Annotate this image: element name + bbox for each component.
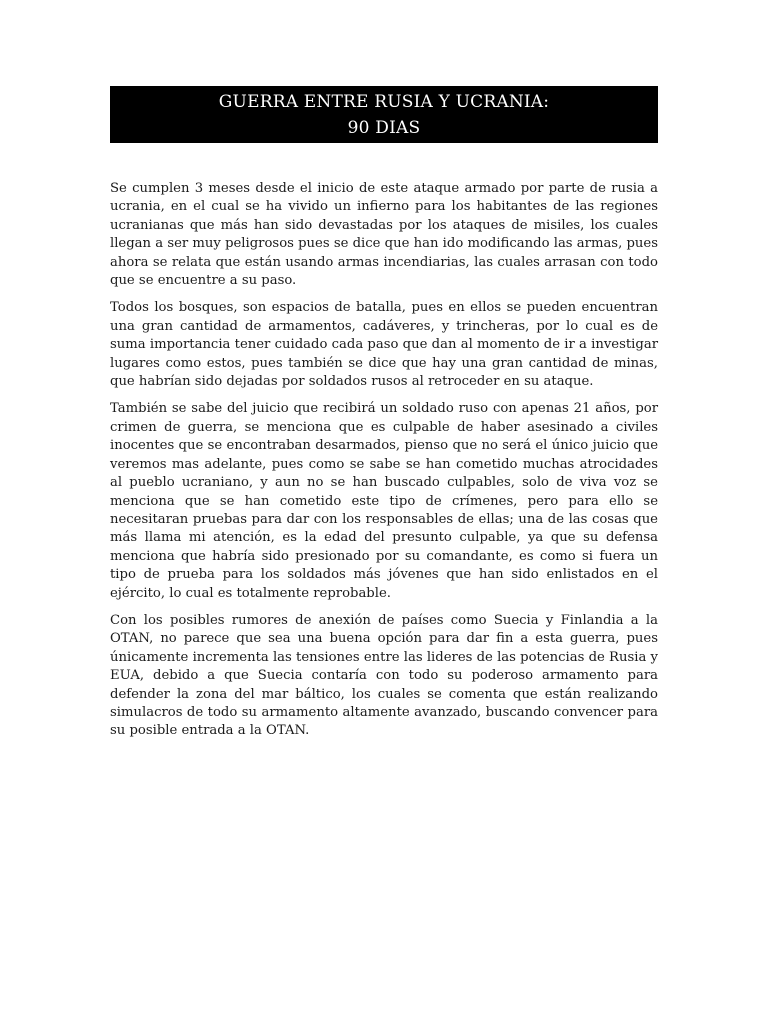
document-body bbox=[110, 180, 658, 750]
document-title-line-1: GUERRA ENTRE RUSIA Y UCRANIA: bbox=[218, 92, 550, 112]
document-title-banner bbox=[110, 86, 658, 143]
paragraph-3: También se sabe del juicio que recibirá un soldado ruso con apenas 21 años, por crimen de guerra, se menciona que es culpable de haber asesinado a civiles inocentes que se encontraban desarmados, pienso que no será el único juicio que veremos mas adelante, pues como se sabe se han cometido muchas atrocidades al pueblo ucraniano, y aun no se han buscado culpables, solo de viva voz se menciona que se han cometido este tipo de crímenes, pero para ello se necesitaran pruebas para dar con los responsables de ellas; una de las cosas que más llama mi atención, es la edad del presunto culpable, ya que su defensa menciona que habría sido presionado por su comandante, es como si fuera un tipo de prueba para los soldados más jóvenes que han sido enlistados en el ejército, lo cual es totalmente reprobable. bbox=[110, 401, 658, 601]
document-title-line-2: 90 DIAS bbox=[347, 118, 421, 138]
paragraph-2: Todos los bosques, son espacios de batalla, pues en ellos se pueden encuentran una gran cantidad de armamentos, cadáveres, y trincheras, por lo cual es de suma importancia tener cuidado cada paso que dan al momento de ir a investigar lugares como estos, pues también se dice que hay una gran cantidad de minas, que habrían sido dejadas por soldados rusos al retroceder en su ataque. bbox=[110, 300, 658, 390]
paragraph-1: Se cumplen 3 meses desde el inicio de este ataque armado por parte de rusia a ucrania, en el cual se ha vivido un infierno para los habitantes de las regiones ucranianas que más han sido devastadas por los ataques de misiles, los cuales llegan a ser muy peligrosos pues se dice que han ido modificando las armas, pues ahora se relata que están usando armas incendiarias, las cuales arrasan con todo que se encuentre a su paso. bbox=[110, 181, 658, 289]
paragraph-4: Con los posibles rumores de anexión de países como Suecia y Finlandia a la OTAN, no parece que sea una buena opción para dar fin a esta guerra, pues únicamente incrementa las tensiones entre las lideres de las potencias de Rusia y EUA, debido a que Suecia contaría con todo su poderoso armamento para defender la zona del mar báltico, los cuales se comenta que están realizando simulacros de todo su armamento altamente avanzado, buscando convencer para su posible entrada a la OTAN. bbox=[110, 612, 658, 739]
